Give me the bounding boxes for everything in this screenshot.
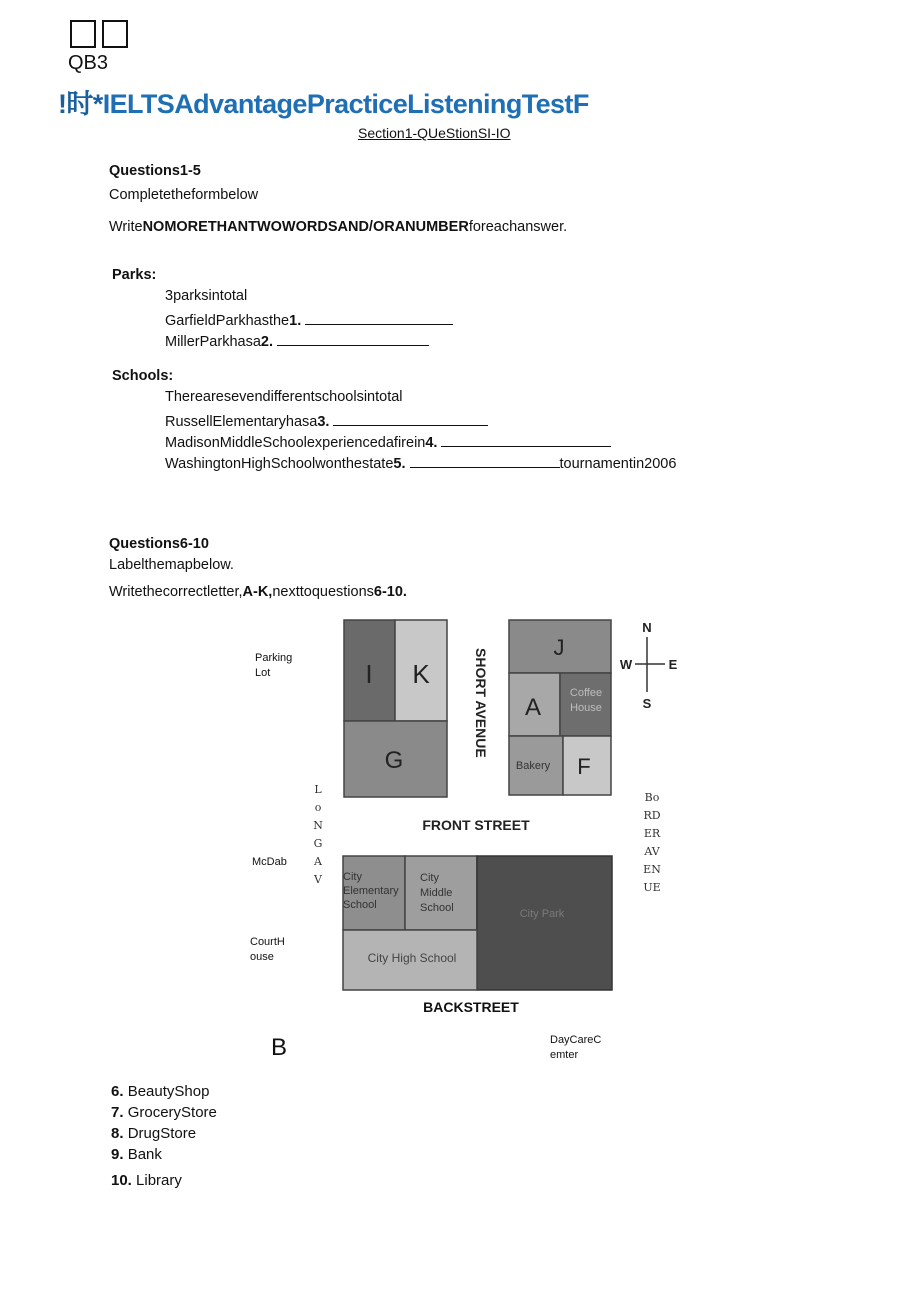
street-letter: RD — [643, 809, 661, 822]
city-high-label: City High School — [367, 951, 457, 965]
question-number: 5. — [393, 456, 406, 472]
schools-line-4-post: tournamentin2006 — [559, 456, 677, 472]
street-letter: o — [314, 801, 322, 814]
street-letter: G — [313, 837, 323, 850]
city-middle-label: School — [420, 902, 454, 914]
title-text: IELTSAdvantagePracticeListeningTestF — [102, 89, 589, 119]
block-k-label: K — [412, 659, 430, 689]
parks-heading: Parks: — [112, 267, 157, 283]
compass-south: S — [642, 696, 652, 711]
street-letter: N — [313, 819, 323, 832]
mcdab-label: McDab — [252, 856, 287, 868]
schools-line-2-text: RussellElementaryhasa — [165, 414, 318, 430]
question-number: 1. — [289, 313, 302, 329]
city-park-label: City Park — [519, 908, 565, 920]
back-street-label: BACKSTREET — [423, 999, 519, 1015]
city-middle-label: City — [420, 872, 439, 884]
block-i-label: I — [365, 659, 373, 689]
street-letter: EN — [643, 863, 661, 876]
title-prefix: !时* — [58, 89, 103, 119]
answer-item-10 — [111, 1172, 182, 1189]
block-city-park — [477, 856, 612, 990]
compass-east: E — [668, 657, 678, 672]
street-letter: A — [314, 855, 322, 868]
coffee-house-label: Coffee — [569, 687, 603, 699]
parks-line-3-text: MillerParkhasa — [165, 334, 261, 350]
questions-6-10-heading: Questions6-10 — [109, 536, 209, 552]
answer-label: Bank — [127, 1146, 162, 1163]
answer-item-8 — [111, 1125, 196, 1142]
schools-line-1: Therearesevendifferentschoolsintotal — [165, 389, 403, 405]
questions-1-5-heading: Questions1-5 — [109, 163, 201, 179]
compass-north: N — [642, 620, 652, 635]
instruction-post: foreachanswer. — [468, 219, 568, 235]
instruction-bold: NOMORETHANTWOWORDSAND/ORANUMBER — [142, 219, 469, 235]
answer-label: Library — [136, 1172, 182, 1189]
answer-label: DrugStore — [127, 1125, 197, 1142]
test-code: QB3 — [68, 52, 109, 74]
street-letter: L — [314, 783, 322, 796]
city-middle-label: Middle — [420, 887, 453, 899]
answer-number: 10. — [111, 1172, 132, 1189]
label-line: emter — [550, 1049, 579, 1061]
city-elementary-label: Elementary — [343, 885, 399, 897]
schools-heading: Schools: — [112, 368, 174, 384]
question-number: 2. — [260, 334, 273, 350]
street-letter: V — [314, 873, 322, 886]
schools-line-3-text: MadisonMiddleSchoolexperiencedafirein — [165, 435, 426, 451]
answer-item-9 — [111, 1146, 162, 1163]
answer-number: 7. — [111, 1104, 124, 1121]
parks-line-2-text: GarfieldParkhasthe — [165, 313, 290, 329]
label-line: CourtH — [250, 936, 285, 948]
parks-line-1: 3parksintotal — [165, 288, 248, 304]
instruction-bold: A-K, — [242, 584, 273, 600]
front-street-label: FRONT STREET — [422, 817, 530, 833]
answer-number: 6. — [111, 1083, 124, 1100]
question-number: 3. — [317, 414, 330, 430]
block-a-label: A — [524, 694, 542, 721]
letter-b-label: B — [271, 1034, 288, 1061]
label-line: ouse — [250, 951, 274, 963]
block-j-label: J — [553, 635, 565, 660]
instruction-label-map: Labelthemapbelow. — [109, 557, 234, 573]
instruction-num: 6-10. — [373, 584, 407, 600]
question-number: 4. — [425, 435, 438, 451]
block-f-label: F — [577, 754, 591, 779]
street-letter: UE — [643, 881, 661, 894]
answer-item-6 — [111, 1083, 209, 1100]
block-g-label: G — [384, 747, 404, 774]
compass-west: W — [619, 657, 633, 672]
street-letter: Bo — [644, 791, 660, 804]
section-heading: Section1-QUeStionSI-IO — [358, 125, 511, 141]
label-line: Parking — [255, 652, 293, 664]
city-elementary-label: City — [343, 871, 362, 883]
coffee-house-label: House — [570, 702, 602, 714]
label-line: Lot — [255, 667, 271, 679]
bakery-label: Bakery — [515, 760, 551, 772]
instruction-mid: nexttoquestions — [272, 584, 374, 600]
answer-number: 8. — [111, 1125, 124, 1142]
instruction-pre: Writethecorrectletter, — [109, 584, 243, 600]
city-elementary-label: School — [343, 899, 377, 911]
label-line: DayCareC — [550, 1034, 602, 1046]
street-letter: AV — [644, 845, 660, 858]
short-avenue-label: SHORT AVENUE — [473, 648, 489, 758]
answer-label: GroceryStore — [127, 1104, 217, 1121]
answer-item-7 — [111, 1104, 217, 1121]
street-letter: ER — [643, 827, 661, 840]
instruction-pre: Write — [109, 219, 143, 235]
answer-number: 9. — [111, 1146, 124, 1163]
schools-line-4-text: WashingtonHighSchoolwonthestate — [165, 456, 394, 472]
instruction-complete-form: Completetheformbelow — [109, 187, 259, 203]
answer-label: BeautyShop — [127, 1083, 210, 1100]
